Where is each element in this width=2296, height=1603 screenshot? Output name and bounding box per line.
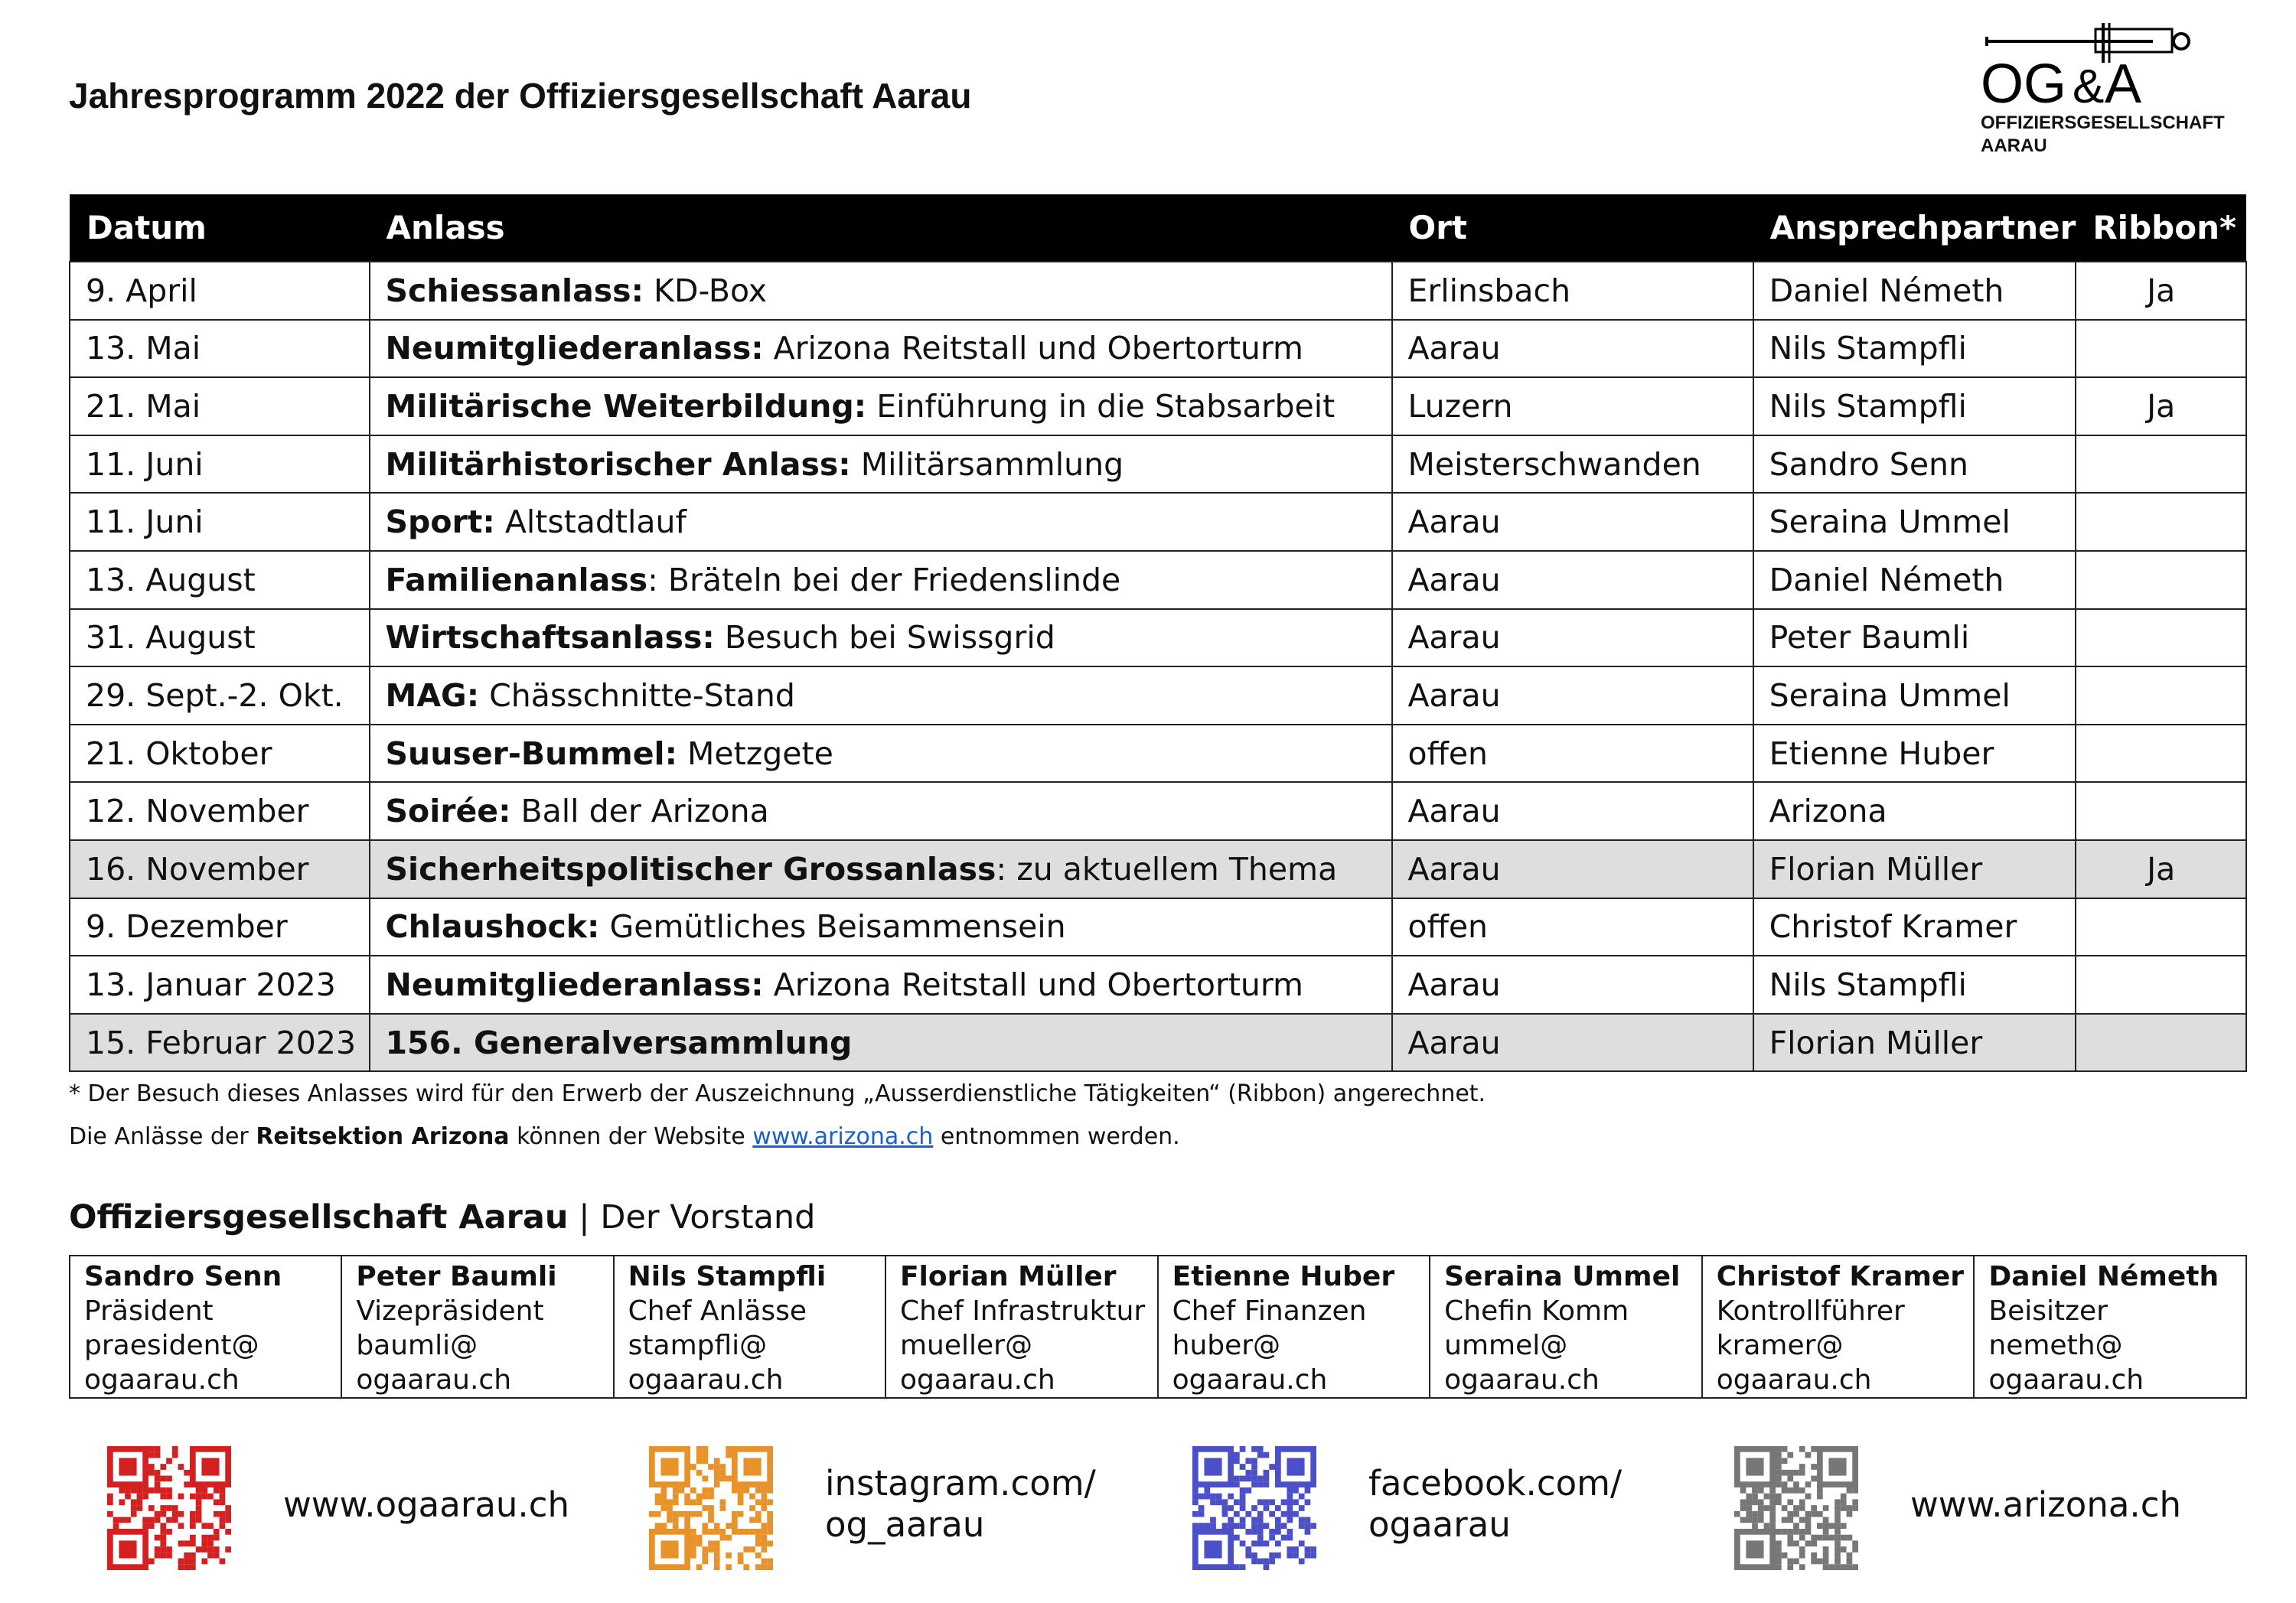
cell-contact: Daniel Németh bbox=[1753, 262, 2076, 320]
cell-contact: Seraina Ummel bbox=[1753, 493, 2076, 551]
event-detail: Einführung in die Stabsarbeit bbox=[866, 387, 1336, 425]
cell-ribbon bbox=[2076, 609, 2246, 667]
table-row bbox=[70, 493, 2246, 551]
event-type: Wirtschaftsanlass: bbox=[385, 619, 715, 657]
cell-contact: Peter Baumli bbox=[1753, 609, 2076, 667]
arizona-link[interactable]: www.arizona.ch bbox=[752, 1123, 934, 1150]
event-type: Neumitgliederanlass: bbox=[385, 330, 764, 367]
qr-code-facebook-icon[interactable] bbox=[1192, 1446, 1316, 1570]
table-row bbox=[70, 782, 2246, 840]
member-email-domain[interactable]: ogaarau.ch bbox=[1716, 1364, 1872, 1396]
cell-event bbox=[370, 782, 1392, 840]
cell-ribbon bbox=[2076, 320, 2246, 378]
member-role: Kontrollführer bbox=[1716, 1295, 1905, 1327]
event-type: MAG: bbox=[385, 676, 480, 714]
cell-date: 11. Juni bbox=[70, 493, 370, 551]
member-role: Chef Infrastruktur bbox=[899, 1295, 1146, 1327]
cell-place: Aarau bbox=[1392, 320, 1753, 378]
cell-event bbox=[370, 666, 1392, 725]
cell-contact: Arizona bbox=[1753, 782, 2076, 840]
svg-text:&: & bbox=[2073, 60, 2105, 113]
table-row bbox=[70, 320, 2246, 378]
member-role: Präsident bbox=[84, 1295, 214, 1327]
board-member bbox=[1702, 1256, 1975, 1398]
cell-ribbon bbox=[2076, 898, 2246, 956]
ribbon-footnote: * Der Besuch dieses Anlasses wird für den Erwerb der Auszeichnung „Ausserdienstliche Tätigkeiten“ (Ribbon) angerechnet. bbox=[69, 1080, 1486, 1107]
cell-date: 16. November bbox=[70, 840, 370, 898]
header-ort: Ort bbox=[1392, 194, 1753, 262]
cell-ribbon: Ja bbox=[2076, 262, 2246, 320]
cell-date: 9. Dezember bbox=[70, 898, 370, 956]
table-row bbox=[70, 956, 2246, 1014]
member-role: Chef Anlässe bbox=[628, 1295, 807, 1327]
cell-date: 21. Mai bbox=[70, 377, 370, 435]
event-detail: : zu aktuellem Thema bbox=[996, 850, 1338, 888]
footer-link[interactable] bbox=[283, 1484, 569, 1526]
footer-link[interactable] bbox=[825, 1463, 1096, 1546]
member-name: Christof Kramer bbox=[1716, 1261, 1965, 1292]
cell-place: offen bbox=[1392, 725, 1753, 783]
member-name: Seraina Ummel bbox=[1444, 1261, 1681, 1292]
cell-contact: Seraina Ummel bbox=[1753, 666, 2076, 725]
cell-event bbox=[370, 377, 1392, 435]
cell-event bbox=[370, 551, 1392, 609]
member-name: Nils Stampfli bbox=[628, 1261, 827, 1292]
cell-ribbon bbox=[2076, 666, 2246, 725]
board-member bbox=[341, 1256, 613, 1398]
member-email-domain[interactable]: ogaarau.ch bbox=[628, 1364, 784, 1396]
cell-ribbon: Ja bbox=[2076, 377, 2246, 435]
cell-event bbox=[370, 435, 1392, 494]
event-type: Familienanlass bbox=[385, 561, 648, 598]
header-datum: Datum bbox=[70, 194, 370, 262]
member-email-local[interactable]: stampfli@ bbox=[628, 1330, 768, 1361]
page-title: Jahresprogramm 2022 der Offiziersgesellschaft Aarau bbox=[69, 76, 972, 116]
member-name: Peter Baumli bbox=[356, 1261, 557, 1292]
logo-caption bbox=[1981, 112, 2225, 158]
cell-date: 12. November bbox=[70, 782, 370, 840]
cell-date: 15. Februar 2023 bbox=[70, 1014, 370, 1072]
cell-contact: Daniel Németh bbox=[1753, 551, 2076, 609]
cell-ribbon: Ja bbox=[2076, 840, 2246, 898]
cell-date: 13. August bbox=[70, 551, 370, 609]
cell-ribbon bbox=[2076, 725, 2246, 783]
cell-contact: Christof Kramer bbox=[1753, 898, 2076, 956]
member-email-domain[interactable]: ogaarau.ch bbox=[356, 1364, 512, 1396]
cell-event bbox=[370, 262, 1392, 320]
member-email-local[interactable]: praesident@ bbox=[84, 1330, 259, 1361]
cell-contact: Sandro Senn bbox=[1753, 435, 2076, 494]
table-row bbox=[70, 840, 2246, 898]
event-detail: Ball der Arizona bbox=[510, 793, 769, 830]
event-type: Suuser-Bummel: bbox=[385, 735, 678, 772]
footer-link-line-1[interactable]: www.arizona.ch bbox=[1910, 1484, 2181, 1525]
footer-link-line-1[interactable]: www.ogaarau.ch bbox=[283, 1484, 569, 1525]
member-email-domain[interactable]: ogaarau.ch bbox=[1172, 1364, 1328, 1396]
footer-link-line-1[interactable]: facebook.com/ bbox=[1368, 1463, 1623, 1504]
cell-event bbox=[370, 609, 1392, 667]
cell-place: Meisterschwanden bbox=[1392, 435, 1753, 494]
footer-link[interactable] bbox=[1368, 1463, 1622, 1546]
cell-place: Aarau bbox=[1392, 551, 1753, 609]
cell-ribbon bbox=[2076, 435, 2246, 494]
event-type: 156. Generalversammlung bbox=[385, 1024, 853, 1061]
footer-link-line-2[interactable]: ogaarau bbox=[1368, 1504, 1511, 1545]
cell-ribbon bbox=[2076, 493, 2246, 551]
event-detail: KD-Box bbox=[644, 272, 768, 309]
board-member bbox=[1158, 1256, 1430, 1398]
svg-text:A: A bbox=[2105, 54, 2142, 115]
logo-line-1: OFFIZIERSGESELLSCHAFT bbox=[1981, 112, 2225, 133]
member-email-local[interactable]: kramer@ bbox=[1716, 1330, 1844, 1361]
cell-place: Aarau bbox=[1392, 609, 1753, 667]
cell-place: Aarau bbox=[1392, 782, 1753, 840]
event-type: Militärhistorischer Anlass: bbox=[385, 445, 851, 483]
header-anlass: Anlass bbox=[370, 194, 1392, 262]
cell-date: 29. Sept.-2. Okt. bbox=[70, 666, 370, 725]
member-email-local[interactable]: mueller@ bbox=[899, 1330, 1032, 1361]
cell-place: Aarau bbox=[1392, 493, 1753, 551]
table-row bbox=[70, 551, 2246, 609]
board-table bbox=[69, 1255, 2247, 1399]
table-row bbox=[70, 725, 2246, 783]
cell-place: Aarau bbox=[1392, 840, 1753, 898]
cell-date: 31. August bbox=[70, 609, 370, 667]
cell-date: 13. Januar 2023 bbox=[70, 956, 370, 1014]
arizona-note-pre: Die Anlässe der bbox=[69, 1123, 256, 1150]
member-role: Chefin Komm bbox=[1444, 1295, 1629, 1327]
board-heading-sep: | bbox=[568, 1198, 601, 1236]
event-detail: Besuch bei Swissgrid bbox=[714, 619, 1055, 657]
member-name: Florian Müller bbox=[899, 1261, 1117, 1292]
event-detail: Chässchnitte-Stand bbox=[479, 676, 795, 714]
arizona-note-bold: Reitsektion Arizona bbox=[256, 1123, 510, 1150]
member-email-local[interactable]: nemeth@ bbox=[1988, 1330, 2123, 1361]
program-table bbox=[69, 194, 2247, 1072]
cell-event bbox=[370, 493, 1392, 551]
cell-date: 9. April bbox=[70, 262, 370, 320]
event-type: Soirée: bbox=[385, 793, 511, 830]
logo-line-2: AARAU bbox=[1981, 135, 2047, 156]
cell-place: Luzern bbox=[1392, 377, 1753, 435]
cell-ribbon bbox=[2076, 782, 2246, 840]
event-type: Neumitgliederanlass: bbox=[385, 966, 764, 1003]
table-row bbox=[70, 609, 2246, 667]
board-member bbox=[885, 1256, 1158, 1398]
member-role: Chef Finanzen bbox=[1172, 1295, 1367, 1327]
event-type: Schiessanlass: bbox=[385, 272, 644, 309]
event-type: Sport: bbox=[385, 503, 495, 541]
cell-event bbox=[370, 725, 1392, 783]
arizona-note-mid: können der Website bbox=[509, 1123, 753, 1150]
board-member bbox=[1974, 1256, 2246, 1398]
table-header-row bbox=[70, 194, 2246, 262]
cell-date: 11. Juni bbox=[70, 435, 370, 494]
board-member bbox=[70, 1256, 341, 1398]
cell-contact: Etienne Huber bbox=[1753, 725, 2076, 783]
member-email-local[interactable]: baumli@ bbox=[356, 1330, 478, 1361]
cell-contact: Nils Stampfli bbox=[1753, 320, 2076, 378]
event-detail: Gemütliches Beisammensein bbox=[599, 908, 1066, 946]
cell-contact: Nils Stampfli bbox=[1753, 377, 2076, 435]
event-type: Sicherheitspolitischer Grossanlass bbox=[385, 850, 996, 888]
cell-place: Aarau bbox=[1392, 956, 1753, 1014]
board-heading-org: Offiziersgesellschaft Aarau bbox=[69, 1198, 569, 1236]
footer-link[interactable] bbox=[1910, 1484, 2181, 1526]
board-row bbox=[70, 1256, 2246, 1398]
cell-contact: Florian Müller bbox=[1753, 840, 2076, 898]
cell-ribbon bbox=[2076, 1014, 2246, 1072]
cell-event bbox=[370, 956, 1392, 1014]
cell-place: Erlinsbach bbox=[1392, 262, 1753, 320]
member-name: Daniel Németh bbox=[1988, 1261, 2219, 1292]
table-row bbox=[70, 666, 2246, 725]
member-name: Etienne Huber bbox=[1172, 1261, 1395, 1292]
footer-link-line-1[interactable]: instagram.com/ bbox=[825, 1463, 1096, 1504]
member-email-local[interactable]: huber@ bbox=[1172, 1330, 1281, 1361]
event-type: Militärische Weiterbildung: bbox=[385, 387, 867, 425]
event-detail: Metzgete bbox=[677, 735, 833, 772]
member-email-domain[interactable]: ogaarau.ch bbox=[1444, 1364, 1600, 1396]
cell-place: Aarau bbox=[1392, 1014, 1753, 1072]
cell-event bbox=[370, 1014, 1392, 1072]
event-detail: Altstadtlauf bbox=[494, 503, 687, 541]
event-detail: : Bräteln bei der Friedenslinde bbox=[647, 561, 1121, 598]
event-detail: Arizona Reitstall und Obertorturm bbox=[763, 330, 1303, 367]
table-row bbox=[70, 377, 2246, 435]
qr-code-instagram-icon[interactable] bbox=[649, 1446, 773, 1570]
board-heading-rest: Der Vorstand bbox=[600, 1198, 816, 1236]
cell-ribbon bbox=[2076, 551, 2246, 609]
board-member bbox=[614, 1256, 885, 1398]
header-ansprechpartner: Ansprechpartner bbox=[1753, 194, 2076, 262]
cell-date: 13. Mai bbox=[70, 320, 370, 378]
event-detail: Arizona Reitstall und Obertorturm bbox=[763, 966, 1303, 1003]
member-email-domain[interactable]: ogaarau.ch bbox=[899, 1364, 1055, 1396]
table-row bbox=[70, 435, 2246, 494]
event-type: Chlaushock: bbox=[385, 908, 600, 946]
member-email-domain[interactable]: ogaarau.ch bbox=[84, 1364, 240, 1396]
cell-contact: Florian Müller bbox=[1753, 1014, 2076, 1072]
footer-link-line-2[interactable]: og_aarau bbox=[825, 1504, 985, 1545]
cell-event bbox=[370, 898, 1392, 956]
table-row bbox=[70, 1014, 2246, 1072]
svg-text:OG: OG bbox=[1981, 54, 2067, 115]
header-ribbon: Ribbon* bbox=[2076, 194, 2246, 262]
cell-contact: Nils Stampfli bbox=[1753, 956, 2076, 1014]
arizona-note-post: entnommen werden. bbox=[933, 1123, 1180, 1150]
cell-event bbox=[370, 320, 1392, 378]
qr-code-website-icon[interactable] bbox=[107, 1446, 231, 1570]
member-role: Beisitzer bbox=[1988, 1295, 2108, 1327]
cell-event bbox=[370, 840, 1392, 898]
member-name: Sandro Senn bbox=[84, 1261, 282, 1292]
board-heading bbox=[69, 1198, 815, 1236]
board-member bbox=[1430, 1256, 1702, 1398]
member-email-local[interactable]: ummel@ bbox=[1444, 1330, 1568, 1361]
event-detail: Militärsammlung bbox=[850, 445, 1124, 483]
cell-place: offen bbox=[1392, 898, 1753, 956]
member-role: Vizepräsident bbox=[356, 1295, 544, 1327]
table-row bbox=[70, 262, 2246, 320]
arizona-note bbox=[69, 1123, 1180, 1150]
qr-code-arizona-icon[interactable] bbox=[1734, 1446, 1858, 1570]
cell-date: 21. Oktober bbox=[70, 725, 370, 783]
cell-ribbon bbox=[2076, 956, 2246, 1014]
table-row bbox=[70, 898, 2246, 956]
cell-place: Aarau bbox=[1392, 666, 1753, 725]
member-email-domain[interactable]: ogaarau.ch bbox=[1988, 1364, 2144, 1396]
